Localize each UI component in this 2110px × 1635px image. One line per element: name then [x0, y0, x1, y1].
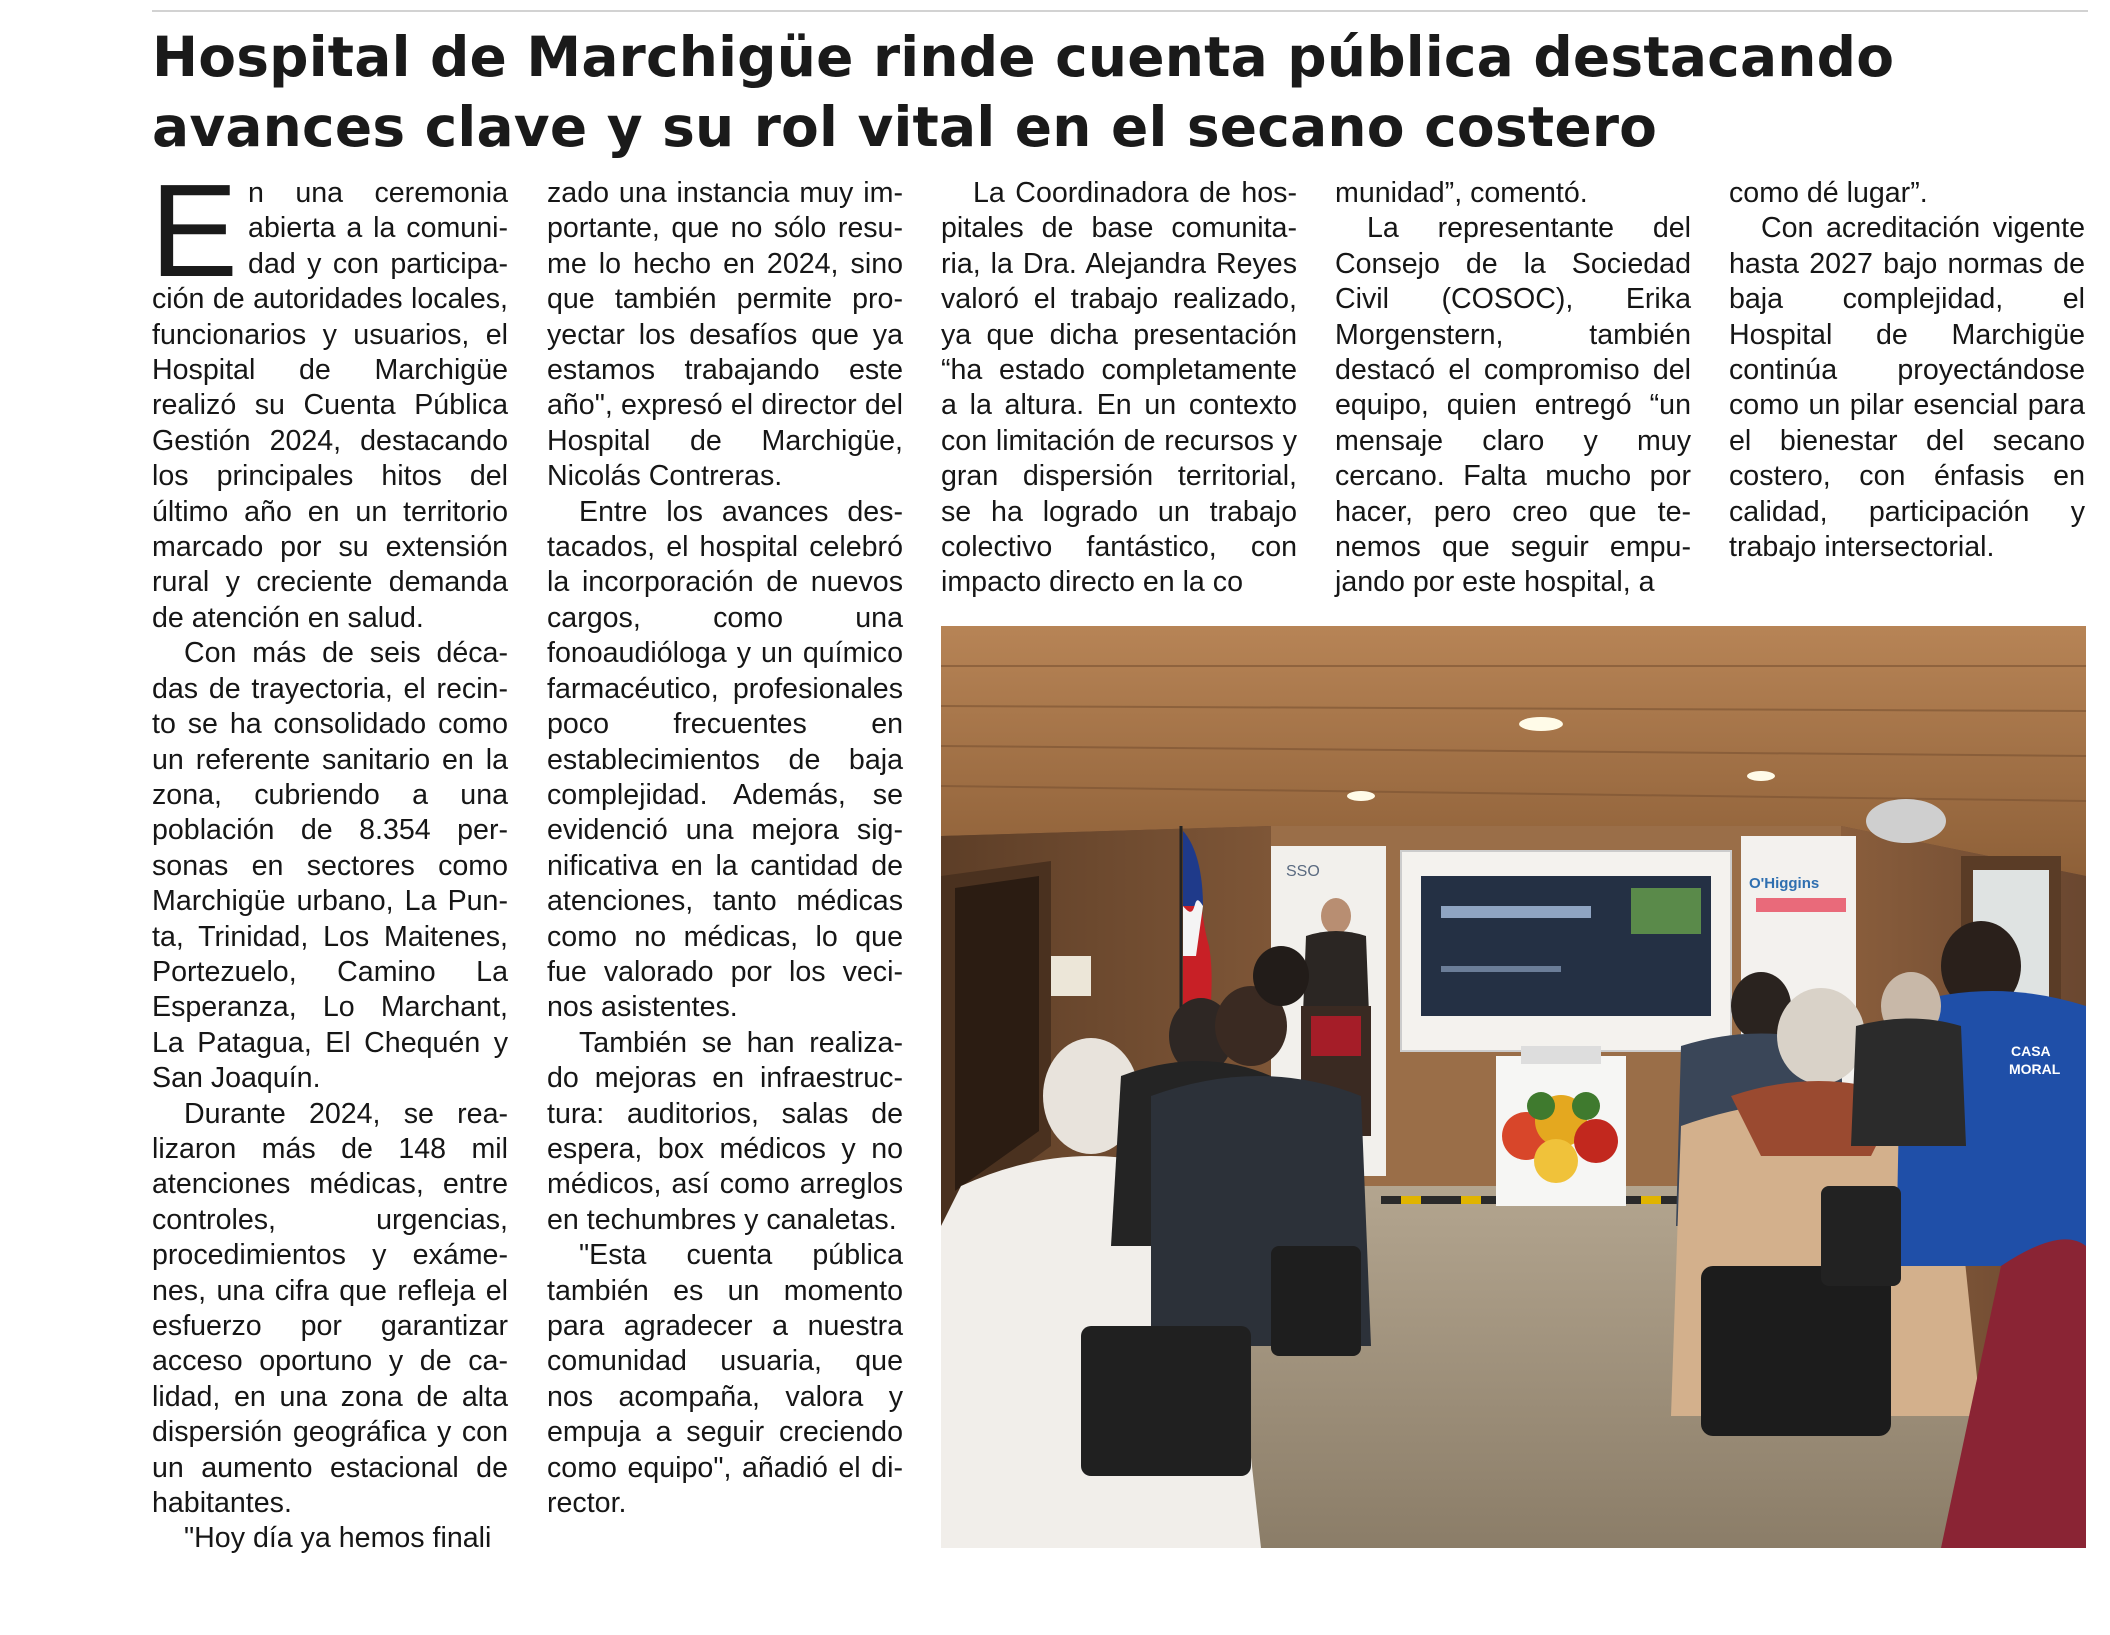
slide-title — [1441, 906, 1591, 918]
jacket-text: MORAL — [2009, 1061, 2061, 1077]
top-rule — [152, 10, 2088, 12]
chair — [1081, 1326, 1251, 1476]
drop-cap: E — [150, 157, 239, 304]
paragraph-4: "Hoy día ya hemos finali — [184, 1522, 492, 1555]
podium-logo — [1311, 1016, 1361, 1056]
ceiling-light — [1747, 771, 1775, 781]
left-banner-text: SSO — [1286, 863, 1320, 880]
paragraph-1-text: n una ceremonia abierta a la comunidad y con participación de autoridades locales, funcionarios y usuarios, el Hospital de Marchigüe realizó su Cuenta Pública Gestión 2024, destacando los principales hitos del último año en un territorio marcado por su extensión rural y creciente demanda de atención en salud. — [152, 177, 508, 634]
paragraph-3: Durante 2024, se realizaron más de 148 mil atenciones médicas, entre controles, urgencias, procedimientos y exámenes, una cifra que refleja el esfuerzo por garantizar acceso oportuno y de calidad, en una zona de alta dispersión geográfica y con un aumento estacional de habitantes. — [152, 1097, 508, 1520]
paragraph-10: munidad”, comentó. — [1335, 177, 1588, 209]
chair — [1701, 1266, 1891, 1436]
column-1 — [150, 157, 508, 1557]
headline: Hospital de Marchigüe rinde cuenta pública destacando avances clave y su rol vital en el secano costero — [152, 25, 1895, 159]
column-3 — [941, 176, 1297, 601]
paragraph-5: zado una instancia muy importante, que no sólo resume lo hecho en 2024, sino que también permite proyectar los desafíos que ya estamos trabajando este año", expresó el director del Hospital de Marchigüe, Nicolás Contreras. — [547, 177, 903, 493]
paragraph-1 — [150, 157, 508, 636]
audience-head-gray-hair — [1777, 988, 1865, 1084]
flower-arrangement — [1574, 1119, 1618, 1163]
flower-leaves — [1527, 1092, 1555, 1120]
ceiling-light — [1519, 717, 1563, 731]
banner-stripe — [1756, 898, 1846, 912]
paragraph-2: Con más de seis décadas de trayectoria, el recinto se ha consolidado como un referente sanitario en la zona, cubriendo a una población de 8.354 personas en sectores como Marchigüe urbano, La Punta, Trinidad, Los Maitenes, Portezuelo, Camino La Esperanza, Lo Marchant, La Patagua, El Chequén y San Joaquín. — [152, 637, 508, 1095]
chair — [1821, 1186, 1901, 1286]
paragraph-12: como dé lugar”. — [1729, 177, 1928, 209]
projector — [1521, 1046, 1601, 1064]
event-photo — [941, 626, 2086, 1548]
slide-logo — [1631, 888, 1701, 934]
paragraph-11: La representante del Consejo de la Sociedad Civil (COSOC), Erika Morgenstern, también destacó el compromiso del equipo, quien entregó “un mensaje claro y muy cercano. Falta mucho por hacer, pero creo que tenemos que seguir empujando por este hospital, a — [1335, 212, 1691, 599]
audience-head — [1253, 946, 1309, 1006]
column-2 — [547, 176, 903, 1521]
speaker-head — [1321, 898, 1351, 934]
chair — [1271, 1246, 1361, 1356]
flower-arrangement — [1534, 1139, 1578, 1183]
event-photo-illustration — [941, 626, 2086, 1548]
jacket-text: CASA — [2011, 1043, 2051, 1059]
slide-line — [1441, 966, 1561, 972]
wall-fan — [1866, 799, 1946, 843]
paragraph-9: La Coordinadora de hospitales de base comunitaria, la Dra. Alejandra Reyes valoró el trabajo realizado, ya que dicha presentación “ha estado completamente a la altura. En un contexto con limitación de recursos y gran dispersión territorial, se ha logrado un trabajo colectivo fantástico, con impacto directo en la co — [941, 177, 1297, 599]
flower-leaves — [1572, 1092, 1600, 1120]
ceiling-light — [1347, 791, 1375, 801]
column-5 — [1729, 176, 2085, 565]
right-banner-text: O'Higgins — [1749, 875, 1820, 892]
paragraph-7: También se han realizado mejoras en infraestructura: auditorios, salas de espera, box médicos y no médicos, así como arreglos en techumbres y canaletas. — [547, 1026, 903, 1236]
paragraph-13: Con acreditación vigente hasta 2027 bajo normas de baja complejidad, el Hospital de Marchigüe continúa proyectándose como un pilar esencial para el bienestar del secano costero, con énfasis en calidad, participación y trabajo intersectorial. — [1729, 212, 2085, 564]
audience-patterned-shirt — [1851, 1019, 1966, 1147]
paragraph-8: "Esta cuenta pública también es un momento para agradecer a nuestra comunidad usuaria, que nos acompaña, valora y empuja a seguir creciendo como equipo", añadió el director. — [547, 1239, 903, 1520]
paragraph-6: Entre los avances destacados, el hospital celebró la incorporación de nuevos cargos, como una fonoaudióloga y un químico farmacéutico, profesionales poco frecuentes en establecimientos de baja complejidad. Además, se evidenció una mejora significativa en la cantidad de atenciones, tanto médicas como no médicas, lo que fue valorado por los vecinos asistentes. — [547, 495, 903, 1024]
wall-sign — [1051, 956, 1091, 996]
column-4 — [1335, 176, 1691, 601]
